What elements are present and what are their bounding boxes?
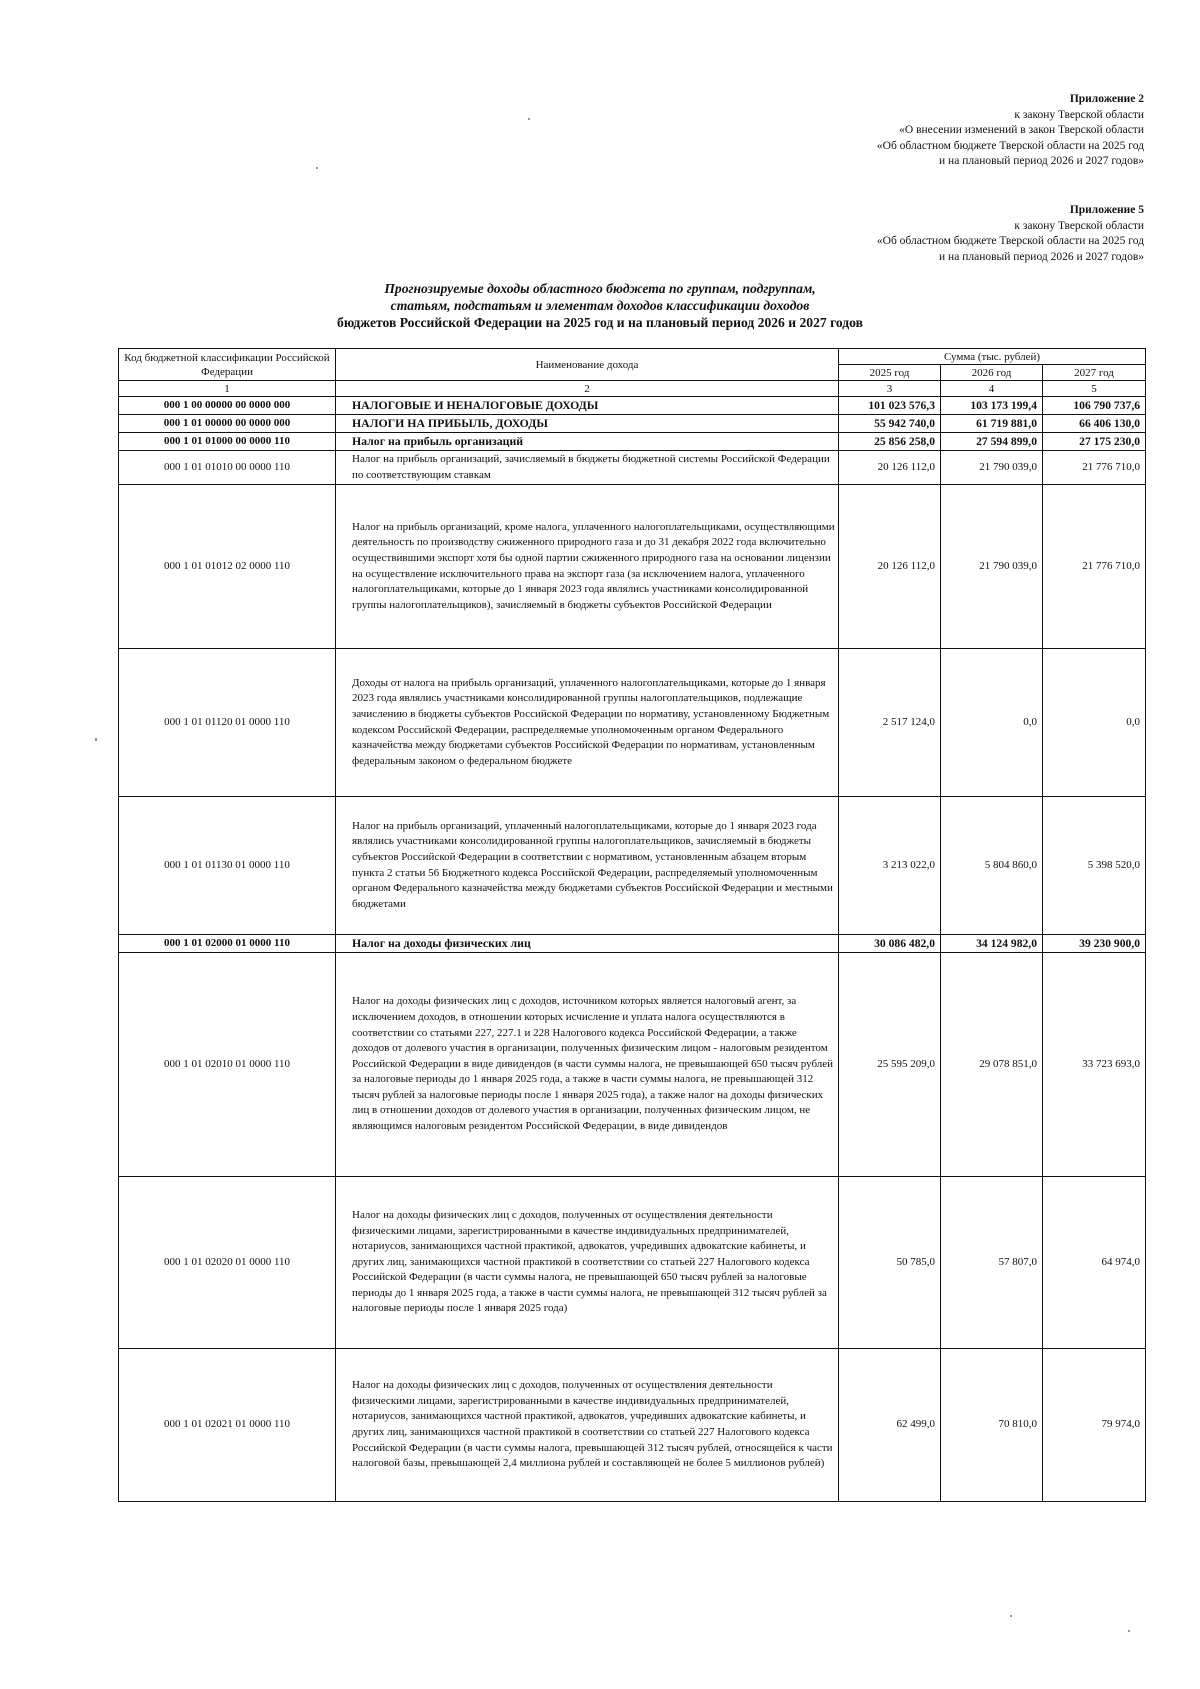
row-amount-2027: 64 974,0 xyxy=(1043,1177,1146,1349)
row-code: 000 1 01 01120 01 0000 110 xyxy=(119,649,336,797)
row-amount-2027: 39 230 900,0 xyxy=(1043,935,1146,953)
table-row xyxy=(119,451,1146,485)
document-title-line: бюджетов Российской Федерации на 2025 год и на плановый период 2026 и 2027 годов xyxy=(337,315,863,330)
row-code: 000 1 01 01130 01 0000 110 xyxy=(119,797,336,935)
row-name: НАЛОГИ НА ПРИБЫЛЬ, ДОХОДЫ xyxy=(336,415,839,433)
appendix-2-title: Приложение 2 xyxy=(1069,93,1144,105)
row-name: НАЛОГОВЫЕ И НЕНАЛОГОВЫЕ ДОХОДЫ xyxy=(336,397,839,415)
row-code: 000 1 01 02021 01 0000 110 xyxy=(119,1349,336,1502)
document-title-line: Прогнозируемые доходы областного бюджета по группам, подгруппам, xyxy=(384,281,816,296)
row-amount-2027: 0,0 xyxy=(1043,649,1146,797)
header-col-number: 5 xyxy=(1043,381,1146,397)
row-amount-2027: 33 723 693,0 xyxy=(1043,953,1146,1177)
row-amount-2027: 5 398 520,0 xyxy=(1043,797,1146,935)
appendix-5-line: к закону Тверской области xyxy=(1014,219,1144,232)
row-amount-2026: 27 594 899,0 xyxy=(941,433,1043,451)
appendix-5-line: «Об областном бюджете Тверской области на 2025 год xyxy=(876,235,1144,247)
row-code: 000 1 01 01010 00 0000 110 xyxy=(119,451,336,485)
row-code: 000 1 00 00000 00 0000 000 xyxy=(119,397,336,415)
row-name: Налог на доходы физических лиц с доходов, полученных от осуществления деятельности физическими лицами, зарегистрированными в качестве индивидуальных предпринимателей, нотариусов, занимающихся частной практикой, адвокатов, учредивших адвокатские кабинеты, и других лиц, занимающихся частной практикой в соответствии со статьей 227 Налогового кодекса Российской Федерации (в части суммы налога, не превышающей 650 тысяч рублей за налоговые периоды до 1 января 2025 года, а также в части суммы налога, не превышающей 312 тысяч рублей за налоговые периоды после 1 января 2025 года) xyxy=(336,1177,839,1349)
row-amount-2027: 66 406 130,0 xyxy=(1043,415,1146,433)
row-amount-2026: 34 124 982,0 xyxy=(941,935,1043,953)
row-name: Налог на прибыль организаций, зачисляемый в бюджеты бюджетной системы Российской Федерации по соответствующим ставкам xyxy=(336,451,839,485)
row-amount-2025: 20 126 112,0 xyxy=(839,485,941,649)
row-code: 000 1 01 02010 01 0000 110 xyxy=(119,953,336,1177)
document-title xyxy=(250,280,950,331)
row-name: Налог на прибыль организаций xyxy=(336,433,839,451)
row-code: 000 1 01 01012 02 0000 110 xyxy=(119,485,336,649)
row-amount-2025: 101 023 576,3 xyxy=(839,397,941,415)
scan-speck xyxy=(95,738,97,741)
row-amount-2026: 21 790 039,0 xyxy=(941,485,1043,649)
document-title-line: статьям, подстатьям и элементам доходов классификации доходов xyxy=(390,298,810,313)
row-name: Налог на прибыль организаций, уплаченный налогоплательщиками, которые до 1 января 2023 года являлись участниками консолидированной группы налогоплательщиков, зачисляемый в бюджеты субъектов Российской Федерации в соответствии с нормативом, установленным абзацем вторым пункта 2 статьи 56 Бюджетного кодекса Российской Федерации, распределяемый уполномоченным органом Федерального казначейства между бюджетами субъектов Российской Федерации и местными бюджетами xyxy=(336,797,839,935)
table-row xyxy=(119,649,1146,797)
row-amount-2027: 79 974,0 xyxy=(1043,1349,1146,1502)
row-amount-2027: 106 790 737,6 xyxy=(1043,397,1146,415)
row-amount-2025: 55 942 740,0 xyxy=(839,415,941,433)
header-year-2027: 2027 год xyxy=(1043,365,1146,381)
scan-speck xyxy=(1128,1630,1130,1632)
table-row xyxy=(119,485,1146,649)
row-amount-2025: 25 856 258,0 xyxy=(839,433,941,451)
appendix-2-line: к закону Тверской области xyxy=(1014,108,1144,121)
row-code: 000 1 01 00000 00 0000 000 xyxy=(119,415,336,433)
row-amount-2027: 21 776 710,0 xyxy=(1043,485,1146,649)
row-code: 000 1 01 01000 00 0000 110 xyxy=(119,433,336,451)
row-amount-2025: 2 517 124,0 xyxy=(839,649,941,797)
row-name: Налог на прибыль организаций, кроме налога, уплаченного налогоплательщиками, осуществляющими деятельность по производству сжиженного природного газа и до 31 декабря 2022 года включительно осуществившими экспорт хотя бы одной партии сжиженного природного газа на основании лицензии на осуществление исключительного права на экспорт газа (за исключением налога, уплаченного налогоплательщиками, которые до 1 января 2023 года являлись участниками консолидированной группы налогоплательщиков), зачисляемый в бюджеты субъектов Российской Федерации xyxy=(336,485,839,649)
appendix-5-line: и на плановый период 2026 и 2027 годов» xyxy=(939,250,1144,263)
row-code: 000 1 01 02020 01 0000 110 xyxy=(119,1177,336,1349)
header-col-number: 3 xyxy=(839,381,941,397)
row-amount-2025: 20 126 112,0 xyxy=(839,451,941,485)
row-code: 000 1 01 02000 01 0000 110 xyxy=(119,935,336,953)
row-amount-2026: 5 804 860,0 xyxy=(941,797,1043,935)
row-amount-2026: 103 173 199,4 xyxy=(941,397,1043,415)
scan-speck xyxy=(1010,1615,1012,1617)
row-amount-2025: 25 595 209,0 xyxy=(839,953,941,1177)
appendix-2-line: и на плановый период 2026 и 2027 годов» xyxy=(939,155,1144,167)
appendix-5-block xyxy=(877,203,1144,265)
table-row xyxy=(119,415,1146,433)
row-amount-2026: 70 810,0 xyxy=(941,1349,1043,1502)
table-row xyxy=(119,797,1146,935)
table-row xyxy=(119,1177,1146,1349)
appendix-2-line: «О внесении изменений в закон Тверской области xyxy=(899,124,1144,136)
row-amount-2026: 21 790 039,0 xyxy=(941,451,1043,485)
row-amount-2025: 30 086 482,0 xyxy=(839,935,941,953)
row-amount-2026: 29 078 851,0 xyxy=(941,953,1043,1177)
row-amount-2025: 62 499,0 xyxy=(839,1349,941,1502)
header-year-2026: 2026 год xyxy=(941,365,1043,381)
scan-speck xyxy=(316,167,318,169)
table-row xyxy=(119,1349,1146,1502)
appendix-2-block xyxy=(877,92,1144,170)
row-name: Налог на доходы физических лиц с доходов, полученных от осуществления деятельности физическими лицами, зарегистрированными в качестве индивидуальных предпринимателей, нотариусов, занимающихся частной практикой, адвокатов, учредивших адвокатские кабинеты, и других лиц, занимающихся частной практикой в соответствии со статьей 227 Налогового кодекса Российской Федерации (в части суммы налога, превышающей 312 тысяч рублей, относящейся к части налоговой базы, превышающей 2,4 миллиона рублей и составляющей не более 5 миллионов рублей) xyxy=(336,1349,839,1502)
row-name: Доходы от налога на прибыль организаций, уплаченного налогоплательщиками, которые до 1 января 2023 года являлись участниками консолидированной группы налогоплательщиков, подлежащие зачислению в бюджеты субъектов Российской Федерации по нормативу, установленному Бюджетным кодексом Российской Федерации, распределяемые уполномоченным органом Федерального казначейства между бюджетами субъектов Российской Федерации по нормативам, установленным федеральным законом о федеральном бюджете xyxy=(336,649,839,797)
appendix-5-title: Приложение 5 xyxy=(1069,204,1144,216)
row-name: Налог на доходы физических лиц xyxy=(336,935,839,953)
header-sum-column: Сумма (тыс. рублей) xyxy=(839,349,1146,365)
row-amount-2027: 21 776 710,0 xyxy=(1043,451,1146,485)
table-row xyxy=(119,433,1146,451)
scan-speck xyxy=(528,118,530,120)
row-amount-2026: 57 807,0 xyxy=(941,1177,1043,1349)
row-amount-2026: 61 719 881,0 xyxy=(941,415,1043,433)
row-amount-2025: 50 785,0 xyxy=(839,1177,941,1349)
header-name-column: Наименование дохода xyxy=(336,349,839,381)
header-col-number: 1 xyxy=(119,381,336,397)
row-name: Налог на доходы физических лиц с доходов, источником которых является налоговый агент, за исключением доходов, в отношении которых исчисление и уплата налога осуществляются в соответствии со статьями 227, 227.1 и 228 Налогового кодекса Российской Федерации, а также доходов от долевого участия в организации, полученных физическим лицом - налоговым резидентом Российской Федерации в виде дивидендов (в части суммы налога, не превышающей 650 тысяч рублей за налоговые периоды до 1 января 2025 года, а также в части суммы налога, не превышающей 312 тысяч рублей за налоговые периоды после 1 января 2025 года), а также налог на доходы физических лиц в отношении доходов от долевого участия в организации, полученных физическим лицом, не являющимся налоговым резидентом Российской Федерации, в виде дивидендов xyxy=(336,953,839,1177)
table-row xyxy=(119,397,1146,415)
row-amount-2025: 3 213 022,0 xyxy=(839,797,941,935)
row-amount-2027: 27 175 230,0 xyxy=(1043,433,1146,451)
appendix-2-line: «Об областном бюджете Тверской области на 2025 год xyxy=(876,139,1144,152)
table-row xyxy=(119,953,1146,1177)
header-code-column: Код бюджетной классификации Российской Федерации xyxy=(119,349,336,381)
header-col-number: 4 xyxy=(941,381,1043,397)
row-amount-2026: 0,0 xyxy=(941,649,1043,797)
header-year-2025: 2025 год xyxy=(839,365,941,381)
revenue-table xyxy=(118,348,1146,1502)
header-col-number: 2 xyxy=(336,381,839,397)
table-row xyxy=(119,935,1146,953)
